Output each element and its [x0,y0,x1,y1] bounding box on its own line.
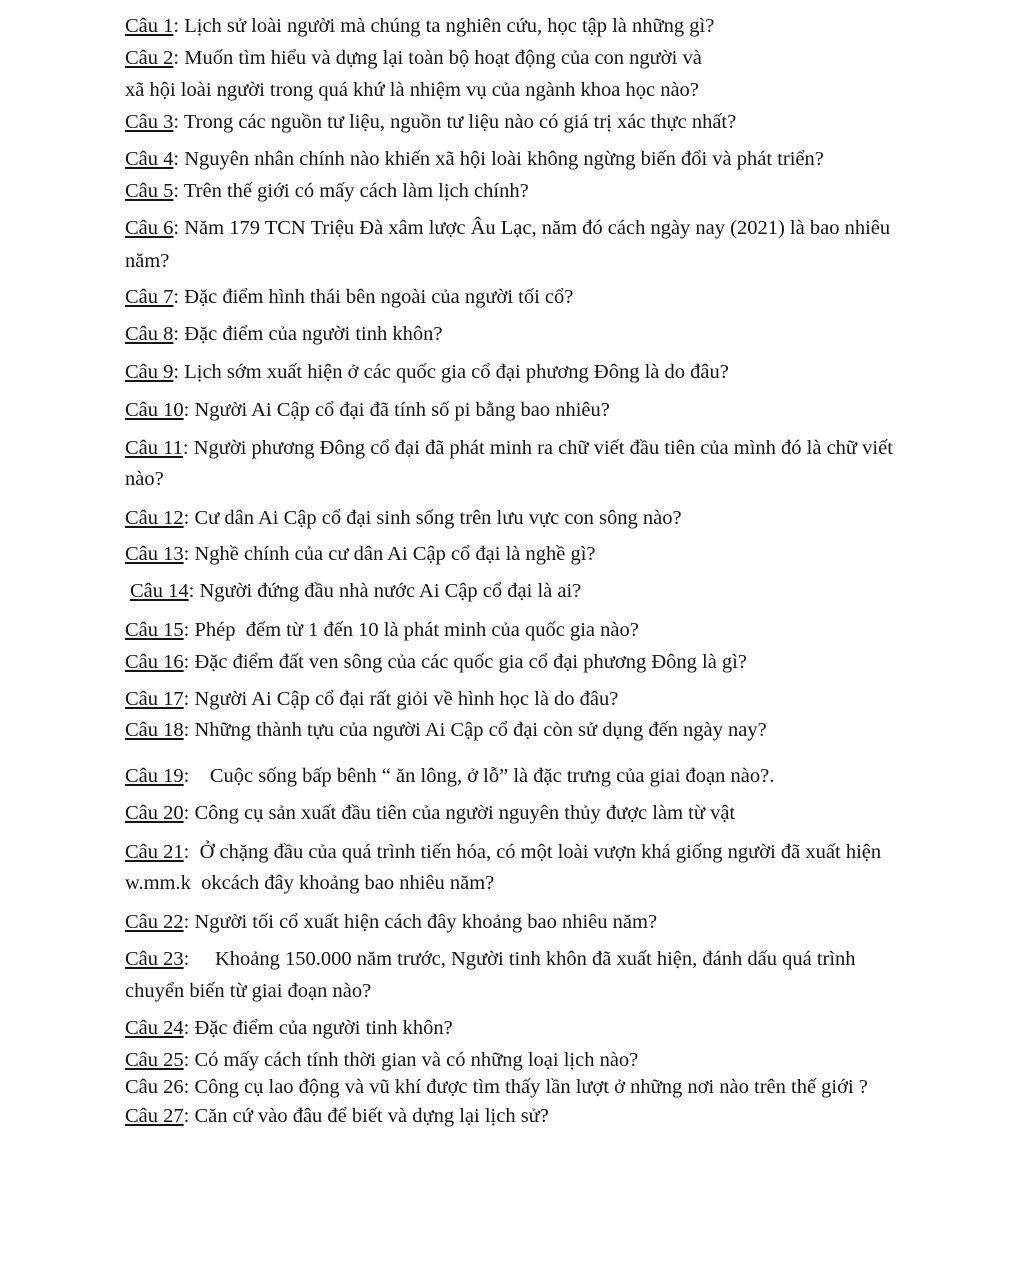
question-label: Câu 11 [125,437,183,459]
question-text: Trên thế giới có mấy cách làm lịch chính? [183,180,529,202]
question-text: Năm 179 TCN Triệu Đà xâm lược Âu Lạc, năm đó cách ngày nay (2021) là bao nhiêu [184,217,891,239]
question-text: Muốn tìm hiểu và dựng lại toàn bộ hoạt động của con người và [184,47,702,69]
question-label: Câu 9 [125,361,174,383]
question-label: Câu 20 [125,802,184,824]
question-label: Câu 8 [125,323,174,345]
question-item: Câu 4: Nguyên nhân chính nào khiến xã hội loài không ngừng biến đổi và phát triển? [125,148,824,170]
question-item: Câu 24: Đặc điểm của người tinh khôn? [125,1017,453,1039]
question-item: Câu 1: Lịch sử loài người mà chúng ta nghiên cứu, học tập là những gì? [125,15,715,37]
question-label: Câu 3 [125,111,174,133]
question-text: Nguyên nhân chính nào khiến xã hội loài không ngừng biến đổi và phát triển? [184,148,824,170]
question-label: Câu 1 [125,15,174,37]
question-label: Câu 27 [125,1105,184,1127]
question-label: Câu 15 [125,619,184,641]
question-item: Câu 21: Ở chặng đầu của quá trình tiến hóa, có một loài vượn khá giống người đã xuất hiện [125,841,882,863]
question-label: Câu 19 [125,765,184,787]
question-label: Câu 22 [125,911,184,933]
question-item: Câu 13: Nghề chính của cư dân Ai Cập cổ đại là nghề gì? [125,543,596,565]
question-label: Câu 7 [125,286,174,308]
question-item: Câu 12: Cư dân Ai Cập cổ đại sinh sống trên lưu vực con sông nào? [125,507,682,529]
question-text: Người đứng đầu nhà nước Ai Cập cổ đại là ai? [199,580,582,602]
question-text: Trong các nguồn tư liệu, nguồn tư liệu nào có giá trị xác thực nhất? [183,111,737,133]
question-continuation: năm? [125,250,170,272]
question-text: Người Ai Cập cổ đại đã tính số pi bằng bao nhiêu? [194,399,610,421]
question-continuation: w.mm.k okcách đây khoảng bao nhiêu năm? [125,872,495,894]
question-text: Người tối cổ xuất hiện cách đây khoảng bao nhiêu năm? [194,911,658,933]
question-text: Đặc điểm hình thái bên ngoài của người tối cổ? [184,286,574,308]
question-item: Câu 26: Công cụ lao động và vũ khí được tìm thấy lần lượt ở những nơi nào trên thế giới ? [125,1076,868,1098]
question-label: Câu 12 [125,507,184,529]
question-text: Cuộc sống bấp bênh “ ăn lông, ở lỗ” là đặc trưng của giai đoạn nào?. [209,765,775,787]
question-text: Lịch sớm xuất hiện ở các quốc gia cổ đại phương Đông là do đâu? [184,361,729,383]
question-text: Đặc điểm đất ven sông của các quốc gia cổ đại phương Đông là gì? [194,651,747,673]
question-continuation: nào? [125,468,164,490]
question-item: Câu 2: Muốn tìm hiểu và dựng lại toàn bộ hoạt động của con người và [125,47,702,69]
question-item: Câu 17: Người Ai Cập cổ đại rất giỏi về hình học là do đâu? [125,688,619,710]
question-text: Đặc điểm của người tinh khôn? [194,1017,453,1039]
question-text: Người phương Đông cổ đại đã phát minh ra chữ viết đầu tiên của mình đó là chữ viết [193,437,893,459]
question-label: Câu 17 [125,688,184,710]
question-item: Câu 20: Công cụ sản xuất đầu tiên của người nguyên thủy được làm từ vật [125,802,736,824]
question-item: Câu 19: Cuộc sống bấp bênh “ ăn lông, ở lỗ” là đặc trưng của giai đoạn nào?. [125,765,775,787]
question-label: Câu 24 [125,1017,184,1039]
question-item: Câu 3: Trong các nguồn tư liệu, nguồn tư liệu nào có giá trị xác thực nhất? [125,111,737,133]
question-item: Câu 22: Người tối cổ xuất hiện cách đây khoảng bao nhiêu năm? [125,911,658,933]
question-label: Câu 2 [125,47,174,69]
question-item: Câu 5: Trên thế giới có mấy cách làm lịch chính? [125,180,529,202]
question-text: Căn cứ vào đâu để biết và dựng lại lịch sử? [194,1105,549,1127]
question-item: Câu 9: Lịch sớm xuất hiện ở các quốc gia cổ đại phương Đông là do đâu? [125,361,729,383]
question-item: Câu 27: Căn cứ vào đâu để biết và dựng lại lịch sử? [125,1105,549,1127]
question-item: Câu 10: Người Ai Cập cổ đại đã tính số pi bằng bao nhiêu? [125,399,610,421]
question-label: Câu 25 [125,1049,184,1071]
question-text: Khoảng 150.000 năm trước, Người tinh khôn đã xuất hiện, đánh dấu quá trình [214,948,856,970]
question-text: Phép đếm từ 1 đến 10 là phát minh của quốc gia nào? [194,619,639,641]
question-item: Câu 18: Những thành tựu của người Ai Cập cổ đại còn sử dụng đến ngày nay? [125,719,767,741]
question-item: Câu 15: Phép đếm từ 1 đến 10 là phát minh của quốc gia nào? [125,619,639,641]
question-text: Có mấy cách tính thời gian và có những loại lịch nào? [194,1049,639,1071]
question-text: Nghề chính của cư dân Ai Cập cổ đại là nghề gì? [194,543,596,565]
question-label: Câu 6 [125,217,174,239]
question-continuation: xã hội loài người trong quá khứ là nhiệm vụ của ngành khoa học nào? [125,79,699,101]
question-text: Những thành tựu của người Ai Cập cổ đại còn sử dụng đến ngày nay? [194,719,767,741]
question-label: Câu 13 [125,543,184,565]
question-item: Câu 11: Người phương Đông cổ đại đã phát minh ra chữ viết đầu tiên của mình đó là chữ viết [125,437,893,459]
question-text: Ở chặng đầu của quá trình tiến hóa, có một loài vượn khá giống người đã xuất hiện [199,841,882,863]
question-label: Câu 21 [125,841,184,863]
question-label: Câu 18 [125,719,184,741]
question-label: Câu 4 [125,148,174,170]
question-item: Câu 23: Khoảng 150.000 năm trước, Người tinh khôn đã xuất hiện, đánh dấu quá trình [125,948,856,970]
question-text: Lịch sử loài người mà chúng ta nghiên cứu, học tập là những gì? [184,15,715,37]
question-item: Câu 7: Đặc điểm hình thái bên ngoài của người tối cổ? [125,286,574,308]
question-item: Câu 16: Đặc điểm đất ven sông của các quốc gia cổ đại phương Đông là gì? [125,651,747,673]
question-text: Công cụ lao động và vũ khí được tìm thấy lần lượt ở những nơi nào trên thế giới ? [194,1076,868,1098]
question-label: Câu 10 [125,399,184,421]
question-continuation: chuyển biến từ giai đoạn nào? [125,980,372,1002]
question-text: Cư dân Ai Cập cổ đại sinh sống trên lưu vực con sông nào? [194,507,682,529]
question-item: Câu 14: Người đứng đầu nhà nước Ai Cập cổ đại là ai? [130,580,582,602]
question-text: Công cụ sản xuất đầu tiên của người nguyên thủy được làm từ vật [194,802,736,824]
question-label: Câu 14 [130,580,189,602]
question-item: Câu 8: Đặc điểm của người tinh khôn? [125,323,443,345]
question-label: Câu 16 [125,651,184,673]
question-text: Người Ai Cập cổ đại rất giỏi về hình học là do đâu? [194,688,619,710]
question-text: Đặc điểm của người tinh khôn? [184,323,443,345]
question-item: Câu 6: Năm 179 TCN Triệu Đà xâm lược Âu Lạc, năm đó cách ngày nay (2021) là bao nhiêu [125,217,891,239]
question-label: Câu 26 [125,1076,184,1098]
question-item: Câu 25: Có mấy cách tính thời gian và có những loại lịch nào? [125,1049,639,1071]
question-label: Câu 23 [125,948,184,970]
question-label: Câu 5 [125,180,174,202]
